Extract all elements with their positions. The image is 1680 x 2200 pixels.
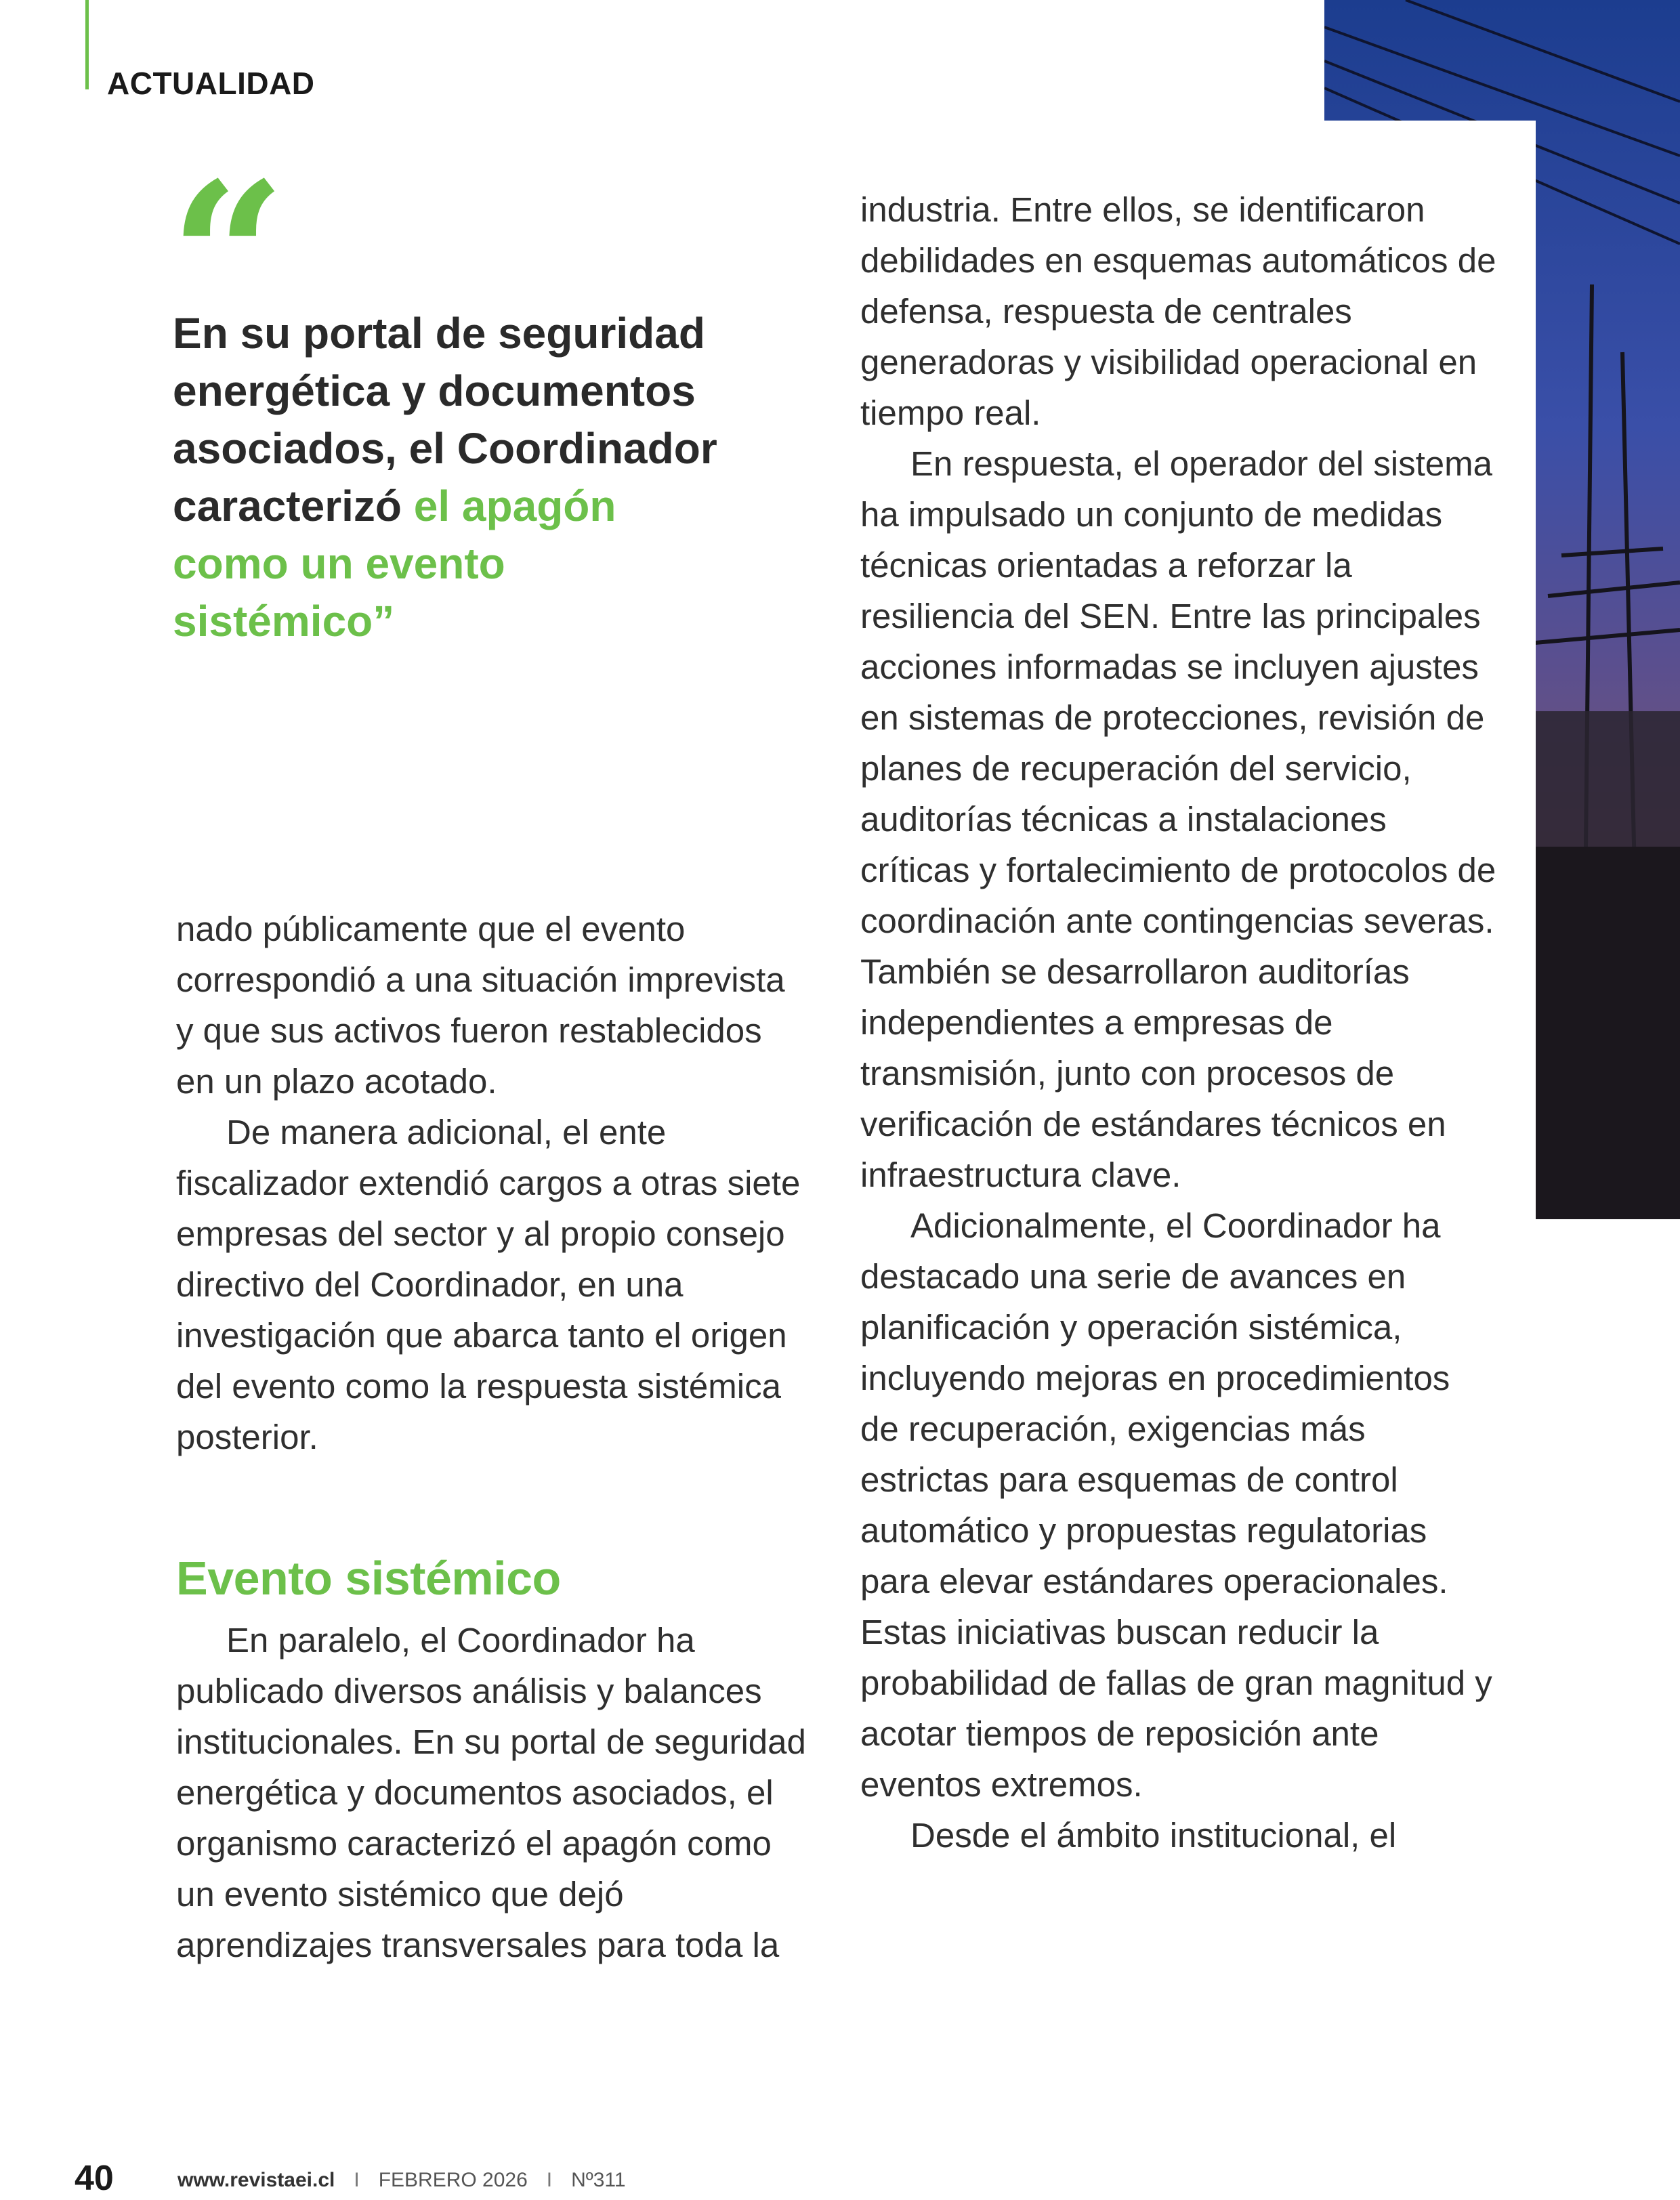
footer-separator: I xyxy=(546,2169,553,2191)
section-accent-bar xyxy=(85,0,89,89)
footer-meta xyxy=(177,2169,626,2192)
footer-separator: I xyxy=(354,2169,360,2191)
pull-quote xyxy=(173,305,728,650)
pull-quote-text: En su portal de seguridad energética y documentos asociados, el Coordinador caracterizó xyxy=(173,309,717,530)
left-column-top xyxy=(176,904,806,1462)
right-column xyxy=(860,184,1497,1861)
body-paragraph: En respuesta, el operador del sistema ha impulsado un conjunto de medidas técnicas orientadas a reforzar la resiliencia del SEN. Entre las principales acciones informadas se incluyen ajustes en sistemas de protecciones, revisión de planes de recuperación del servicio, auditorías técnicas a instalaciones críticas y fortalecimiento de protocolos de coordinación ante contingencias severas. También se desarrollaron auditorías independientes a empresas de transmisión, junto con procesos de verificación de estándares técnicos en infraestructura clave. xyxy=(860,444,1496,1194)
subheading: Evento sistémico xyxy=(176,1552,561,1605)
quote-mark-icon: “ xyxy=(169,138,287,377)
section-label: ACTUALIDAD xyxy=(107,66,315,101)
website-link[interactable]: www.revistaei.cl xyxy=(177,2169,335,2191)
issue-number: Nº311 xyxy=(571,2169,626,2191)
body-paragraph: industria. Entre ellos, se identificaron debilidades en esquemas automáticos de defensa, respuesta de centrales generadoras y visibilidad operacional en tiempo real. xyxy=(860,190,1496,432)
page-number: 40 xyxy=(75,2159,114,2198)
left-column-bottom xyxy=(176,1615,806,1970)
body-paragraph: Adicionalmente, el Coordinador ha destacado una serie de avances en planificación y operación sistémica, incluyendo mejoras en procedimientos de recuperación, exigencias más estrictas para esquemas de control automático y propuestas regulatorias para elevar estándares operacionales. Estas iniciativas buscan reducir la probabilidad de fallas de gran magnitud y acotar tiempos de reposición ante eventos extremos. xyxy=(860,1206,1492,1804)
body-paragraph: De manera adicional, el ente fiscalizador extendió cargos a otras siete empresas del sector y al propio consejo directivo del Coordinador, en una investigación que abarca tanto el origen del evento como la respuesta sistémica posterior. xyxy=(176,1113,801,1456)
body-paragraph: nado públicamente que el evento correspondió a una situación imprevista y que sus activos fueron restablecidos en un plazo acotado. xyxy=(176,910,785,1101)
body-paragraph: Desde el ámbito institucional, el xyxy=(910,1816,1397,1855)
pull-quote-highlight: el apagón como un evento sistémico” xyxy=(173,482,616,646)
body-paragraph: En paralelo, el Coordinador ha publicado diversos análisis y balances institucionales. En su portal de seguridad energética y documentos asociados, el organismo caracterizó el apagón como un evento sistémico que dejó aprendizajes transversales para toda la xyxy=(176,1621,806,1964)
issue-date: FEBRERO 2026 xyxy=(378,2169,528,2191)
